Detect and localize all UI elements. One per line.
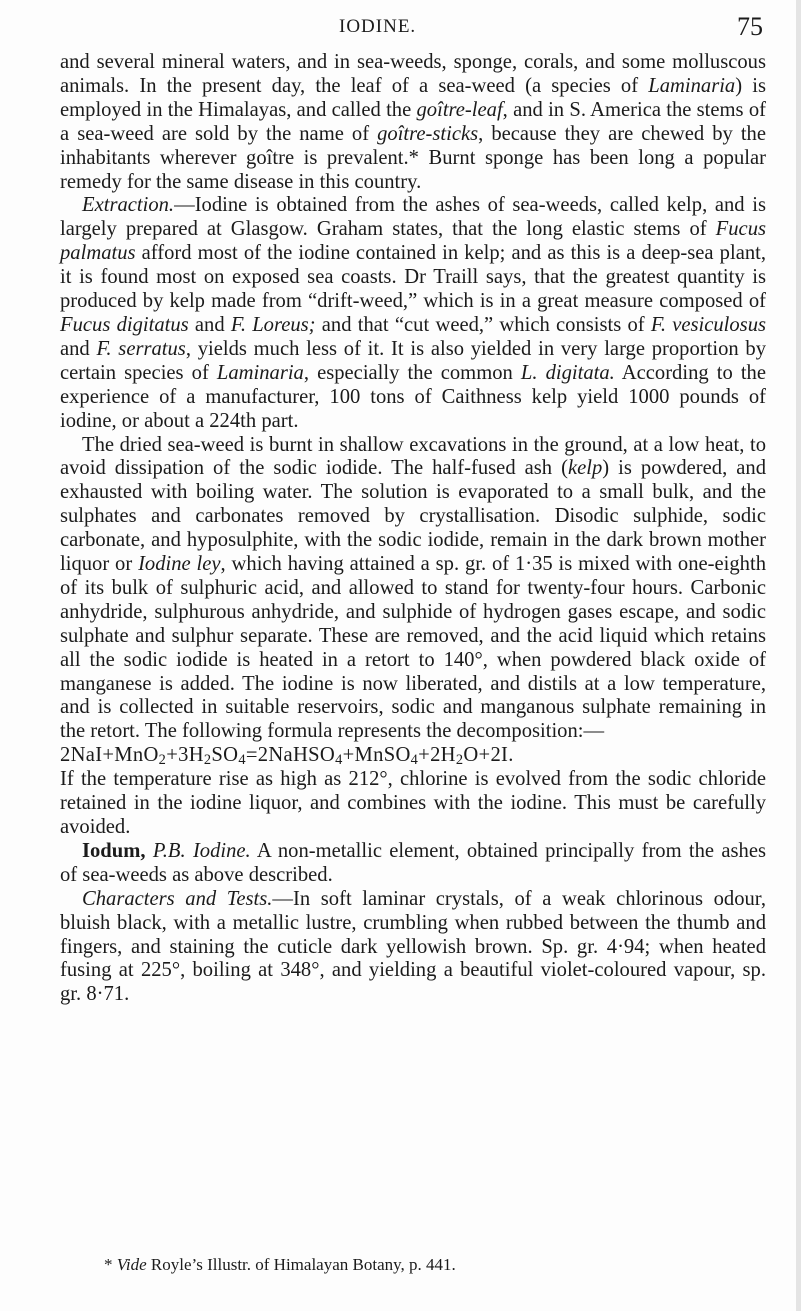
paragraph-process: The dried sea-weed is burnt in shallow excavations in the ground, at a low heat, to avoid dissipation of the sodic iodide. The half-fused ash (kelp) is powdered, and exhausted with boiling water. The solution is evaporated to a small bulk, and the sulphates and carbonates removed by crystallisation. Disodic sulphide, sodic carbonate, and hyposulphite, with the sodic iodide, remain in the dark brown mother liquor or Iodine ley, which having attained a sp. gr. of 1·35 is mixed with one-eighth of its bulk of sulphuric acid, and allowed to stand for twenty-four hours. Carbonic anhydride, sulphurous anhydride, and sulphide of hydrogen gases escape, and sodic sulphate and sulphur separate. These are removed, and the acid liquid which retains all the sodic iodide is heated in a retort to 140°, when powdered black oxide of manganese is added. The iodine is now liberated, and distils at a low temperature, and is collected in suitable reservoirs, sodic and manganous sulphate remaining in the retort. The following formula represents the decomposition:— [60, 433, 767, 743]
running-head: IODINE. [339, 16, 417, 37]
section-heading: Characters and Tests. [82, 887, 273, 910]
chemical-formula: $2NaI+MnO_2+3H_2SO_4=2NaHSO_4+MnSO_4+2H_2O+2I$. [60, 744, 514, 769]
footnote: * Vide Royle’s Illustr. of Himalayan Botany, p. 441. [104, 1255, 456, 1274]
body-text [60, 51, 766, 1007]
paragraph-iodum: Iodum, P.B. Iodine. A non-metallic element, obtained principally from the ashes of sea-weeds as above described. [60, 839, 766, 886]
page-edge [796, 0, 801, 1311]
paragraph-temperature: If the temperature rise as high as 212°, chlorine is evolved from the sodic chloride retained in the iodine liquor, and combines with the iodine. This must be carefully avoided. [60, 768, 766, 838]
page-header [0, 12, 801, 46]
section-heading: Extraction. [82, 194, 175, 217]
page-number: 75 [737, 12, 763, 41]
paragraph-characters: Characters and Tests.—In soft laminar crystals, of a weak chlorinous odour, bluish black, with a metallic lustre, crumbling when rubbed between the thumb and fingers, and staining the cuticle dark yellowish brown. Sp. gr. 4·94; when heated fusing at 225°, boiling at 348°, and yielding a beautiful violet-coloured vapour, sp. gr. 8·71. [60, 887, 766, 1006]
paragraph-sources: and several mineral waters, and in sea-weeds, sponge, corals, and some molluscous animals. In the present day, the leaf of a sea-weed (a species of Laminaria) is employed in the Himalayas, and called the goître-leaf, and in S. America the stems of a sea-weed are sold by the name of goître-sticks, because they are chewed by the inhabitants wherever goître is prevalent.* Burnt sponge has been long a popular remedy for the same disease in this country. [60, 51, 766, 193]
paragraph-extraction: Extraction.—Iodine is obtained from the ashes of sea-weeds, called kelp, and is largely prepared at Glasgow. Graham states, that the long elastic stems of Fucus palmatus afford most of the iodine contained in kelp; and as this is a deep-sea plant, it is found most on exposed sea coasts. Dr Traill says, that the greatest quantity is produced by kelp made from “drift-weed,” which is in a great measure composed of Fucus digitatus and F. Loreus; and that “cut weed,” which consists of F. vesiculosus and F. serratus, yields much less of it. It is also yielded in very large proportion by certain species of Laminaria, especially the common L. digitata. According to the experience of a manufacturer, 100 tons of Caithness kelp yield 1000 pounds of iodine, or about a 224th part. [60, 194, 767, 432]
entry-heading: Iodum, [82, 839, 146, 862]
